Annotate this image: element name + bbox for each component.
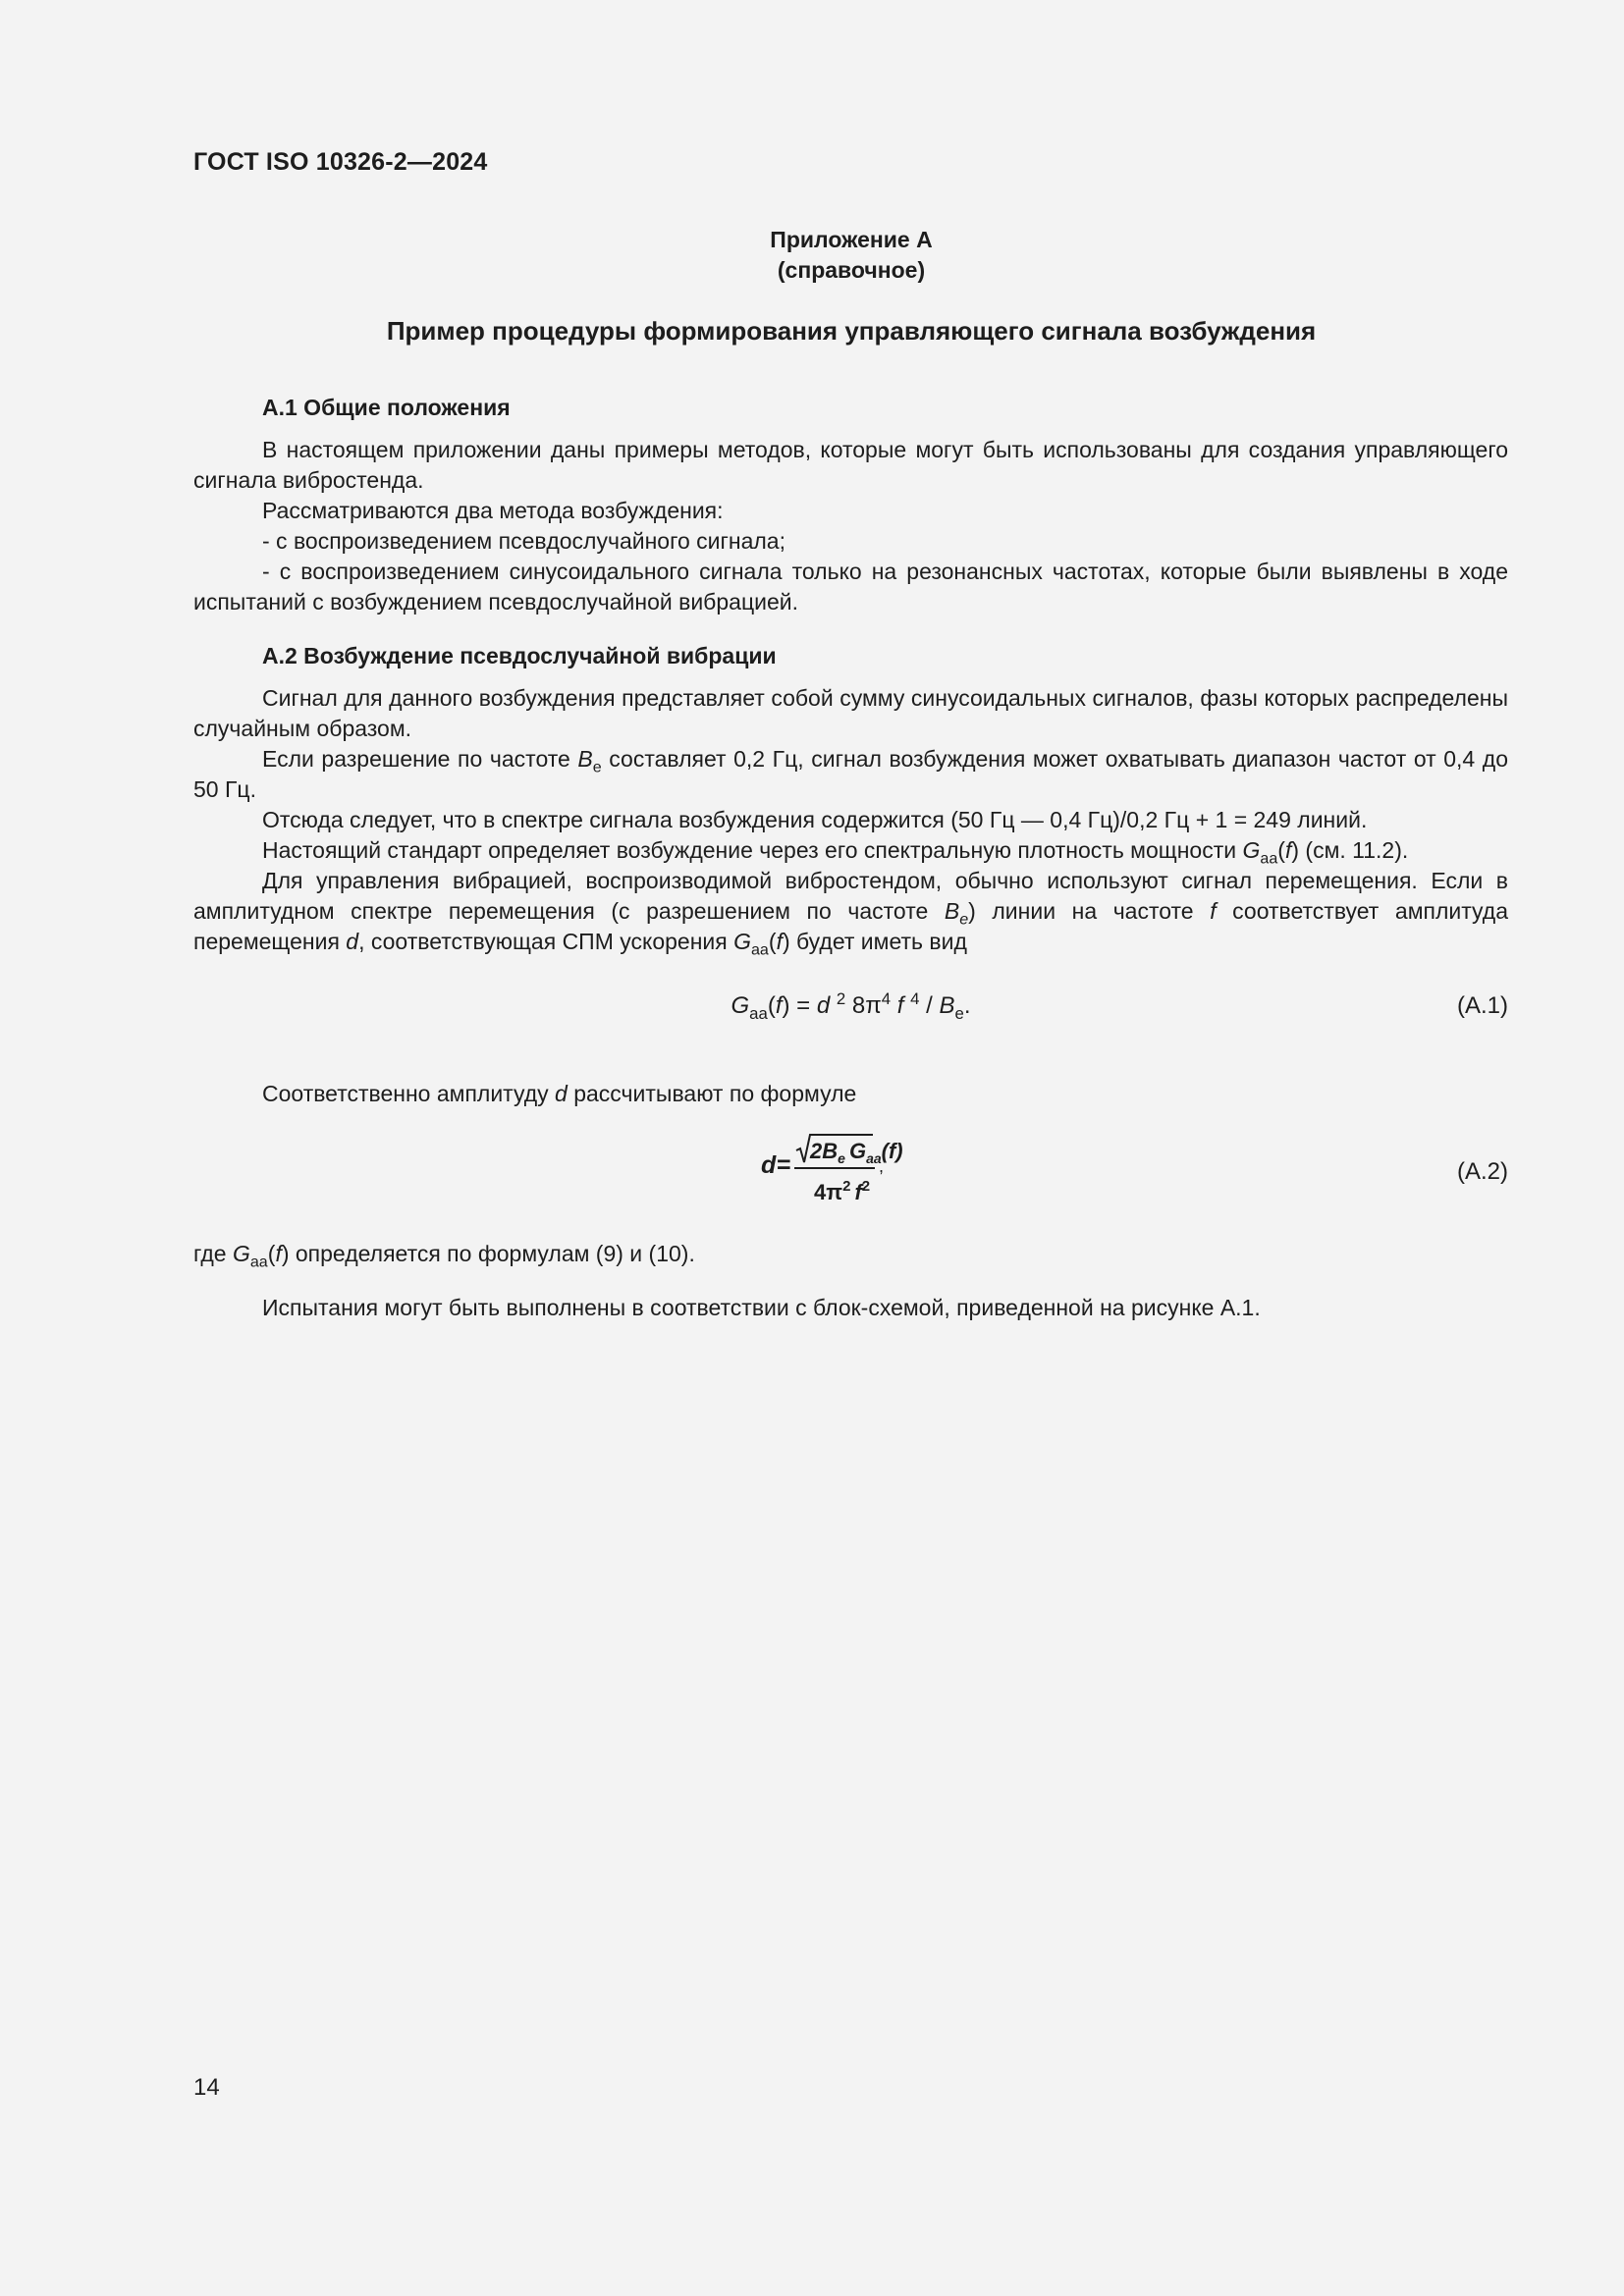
paragraph: Рассматриваются два метода возбуждения: — [262, 498, 724, 523]
paragraph: Сигнал для данного возбуждения представляет собой сумму синусоидальных сигналов, фазы которых распределены случайным образом. — [193, 685, 1508, 741]
annex-heading — [193, 225, 1509, 286]
list-item: - с воспроизведением псевдослучайного сигнала; — [262, 528, 785, 554]
formula-a2-denominator: $4\pi^2$ $f^2$ — [814, 1178, 871, 1204]
section-a2-heading: А.2 Возбуждение псевдослучайной вибрации — [262, 643, 777, 668]
paragraph: В настоящем приложении даны примеры методов, которые могут быть использованы для создания управляющего сигнала вибростенда. — [193, 437, 1508, 493]
paragraph: где $G_{aa}(f)$ определяется по формулам (9) и (10). — [193, 1241, 695, 1271]
formula-a2 — [193, 1131, 1508, 1215]
paragraph: Испытания могут быть выполнены в соответствии с блок-схемой, приведенной на рисунке А.1. — [262, 1295, 1261, 1320]
paragraph: Отсюда следует, что в спектре сигнала возбуждения содержится (50 Гц — 0,4 Гц)/0,2 Гц + 1 = 249 линий. — [262, 807, 1368, 832]
annex-label: Приложение А — [770, 227, 933, 252]
list-item: - с воспроизведением синусоидального сигнала только на резонансных частотах, которые были выявлены в ходе испытаний с возбуждением псевдослучайной вибрацией. — [193, 559, 1508, 614]
formula-a2-numerator: $2B_e$ $G_{aa}(f)$ — [810, 1139, 903, 1166]
document-body — [193, 393, 1508, 1323]
formula-a2-number: (А.2) — [1456, 1158, 1508, 1185]
paragraph: Соответственно амплитуду d рассчитывают по формуле — [262, 1081, 857, 1106]
page-number: 14 — [193, 2074, 220, 2101]
formula-a1-number: (А.1) — [1456, 992, 1508, 1019]
formula-a2-equals: = — [777, 1151, 791, 1179]
formula-a2-lhs: d — [761, 1151, 777, 1179]
formula-a2-comma: , — [879, 1156, 885, 1176]
paragraph: Если разрешение по частоте $B_e$ составляет 0,2 Гц, сигнал возбуждения может охватывать диапазон частот от 0,4 до 50 Гц. — [193, 746, 1509, 802]
annex-title: Пример процедуры формирования управляющего сигнала возбуждения — [386, 316, 1317, 346]
formula-a1 — [193, 977, 1508, 1038]
formula-a2-expression — [753, 1131, 940, 1215]
document-id: ГОСТ ISO 10326-2—2024 — [193, 148, 488, 176]
section-a1-heading: А.1 Общие положения — [262, 395, 511, 420]
annex-type: (справочное) — [777, 257, 926, 283]
paragraph: Настоящий стандарт определяет возбуждение через его спектральную плотность мощности $G_{aa}(f)$ (см. 11.2). — [262, 837, 1409, 868]
formula-a1-expression: $G_{aa}(f) = d$ $^2$ $8\pi^4$ f $^4 / B_e$. — [731, 989, 971, 1023]
paragraph: Для управления вибрацией, воспроизводимой вибростендом, обычно используют сигнал перемещения. Если в амплитудном спектре перемещения (с разрешением по частоте $B_e$) линии на частоте f соответствует амплитуда перемещения d, соответствующая СПМ ускорения $G_{aa}(f)$ будет иметь вид — [193, 868, 1508, 959]
